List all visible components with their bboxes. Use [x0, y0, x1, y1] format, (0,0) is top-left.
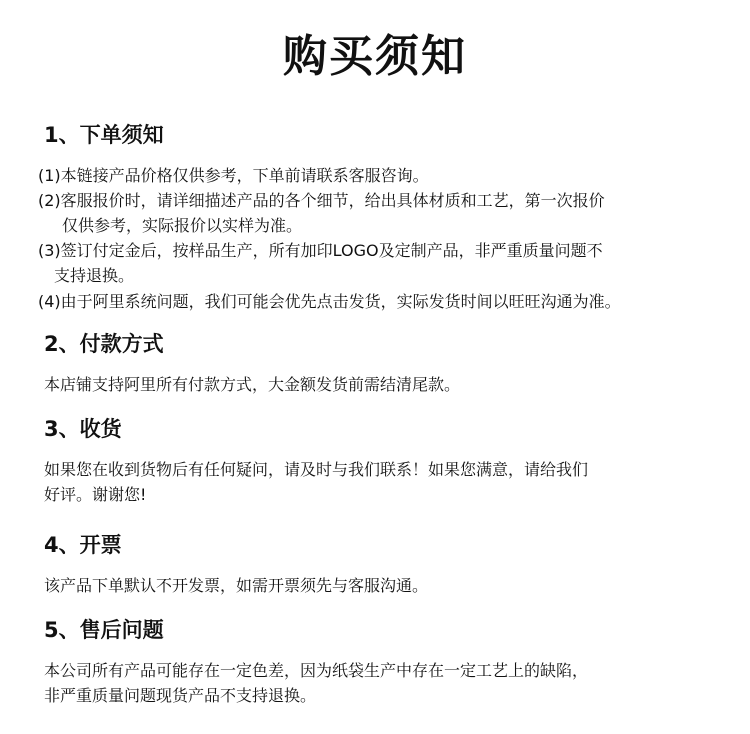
section-heading-order-notice: 1、下单须知 — [44, 123, 164, 147]
order-notice-line-1: (1)本链接产品价格仅供参考，下单前请联系客服咨询。 — [38, 166, 429, 185]
section-heading-invoice: 4、开票 — [44, 533, 122, 557]
section-heading-after-sales: 5、售后问题 — [44, 618, 164, 642]
receiving-line-1: 如果您在收到货物后有任何疑问，请及时与我们联系！如果您满意，请给我们 — [44, 460, 589, 479]
order-notice-line-2-cont: 仅供参考，实际报价以实样为准。 — [62, 216, 303, 235]
page-title: 购买须知 — [283, 31, 467, 82]
order-notice-line-2: (2)客服报价时，请详细描述产品的各个细节，给出具体材质和工艺，第一次报价 — [38, 191, 605, 210]
receiving-line-2: 好评。谢谢您! — [44, 485, 147, 504]
invoice-line-1: 该产品下单默认不开发票，如需开票须先与客服沟通。 — [44, 576, 429, 595]
payment-line-1: 本店铺支持阿里所有付款方式，大金额发货前需结清尾款。 — [44, 375, 461, 394]
section-heading-receiving: 3、收货 — [44, 417, 122, 441]
after-sales-line-1: 本公司所有产品可能存在一定色差，因为纸袋生产中存在一定工艺上的缺陷， — [44, 661, 589, 680]
order-notice-line-3-cont: 支持退换。 — [54, 266, 135, 285]
section-heading-payment: 2、付款方式 — [44, 332, 164, 356]
after-sales-line-2: 非严重质量问题现货产品不支持退换。 — [44, 686, 317, 705]
order-notice-line-4: (4)由于阿里系统问题，我们可能会优先点击发货，实际发货时间以旺旺沟通为准。 — [38, 292, 621, 311]
order-notice-line-3: (3)签订付定金后，按样品生产，所有加印LOGO及定制产品，非严重质量问题不 — [38, 241, 603, 260]
